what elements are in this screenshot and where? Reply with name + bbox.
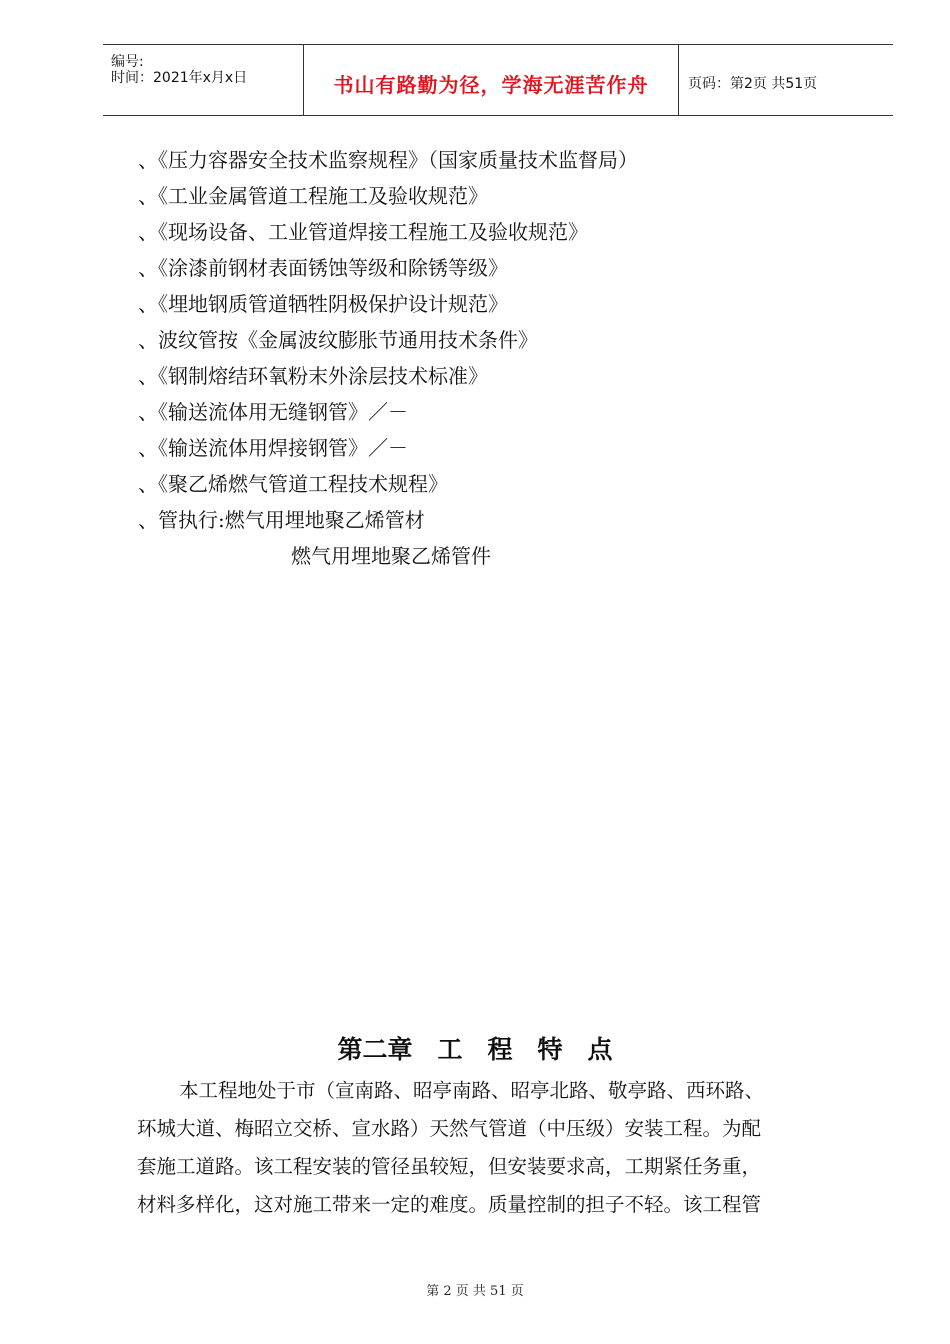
list-item: 、《钢制熔结环氧粉末外涂层技术标准》	[138, 364, 488, 388]
list-item: 、《聚乙烯燃气管道工程技术规程》	[138, 472, 448, 496]
list-item: 、波纹管按《金属波纹膨胀节通用技术条件》	[138, 328, 538, 352]
list-item: 、《现场设备、工业管道焊接工程施工及验收规范》	[138, 220, 588, 244]
list-item-continuation: 燃气用埋地聚乙烯管件	[291, 544, 491, 568]
paragraph-line: 本工程地处于市（宣南路、昭亭南路、昭亭北路、敬亭路、西环路、	[179, 1079, 765, 1102]
header-page-info: 页码：第2页 共51页	[688, 76, 818, 92]
list-item: 、《涂漆前钢材表面锈蚀等级和除锈等级》	[138, 256, 508, 280]
paragraph-line: 材料多样化，这对施工带来一定的难度。质量控制的担子不轻。该工程管	[137, 1193, 762, 1216]
body-paragraph	[137, 1072, 865, 1224]
header-motto-cell	[303, 45, 679, 115]
header-motto: 书山有路勤为径，学海无涯苦作舟	[333, 72, 649, 97]
list-item: 、《输送流体用无缝钢管》／－	[138, 400, 408, 424]
document-number-label: 编号:	[111, 54, 144, 70]
page-footer: 第 2 页 共 51 页	[426, 1284, 524, 1299]
header-meta	[103, 45, 303, 115]
header-page-cell	[678, 45, 893, 115]
chapter-title: 第二章 工 程 特 点	[337, 1035, 613, 1064]
paragraph-line: 套施工道路。该工程安装的管径虽较短，但安装要求高，工期紧任务重，	[137, 1155, 762, 1178]
list-item: 、《工业金属管道工程施工及验收规范》	[138, 184, 488, 208]
list-item: 、《压力容器安全技术监察规程》（国家质量技术监督局）	[138, 148, 638, 172]
document-time-label: 时间：2021年x月x日	[111, 70, 248, 86]
page-header	[103, 44, 893, 116]
list-item: 、《输送流体用焊接钢管》／－	[138, 436, 408, 460]
list-item: 、管执行:燃气用埋地聚乙烯管材	[138, 508, 425, 532]
standards-list	[138, 142, 638, 574]
list-item: 、《埋地钢质管道牺牲阴极保护设计规范》	[138, 292, 508, 316]
paragraph-line: 环城大道、梅昭立交桥、宣水路）天然气管道（中压级）安装工程。为配	[137, 1117, 762, 1140]
